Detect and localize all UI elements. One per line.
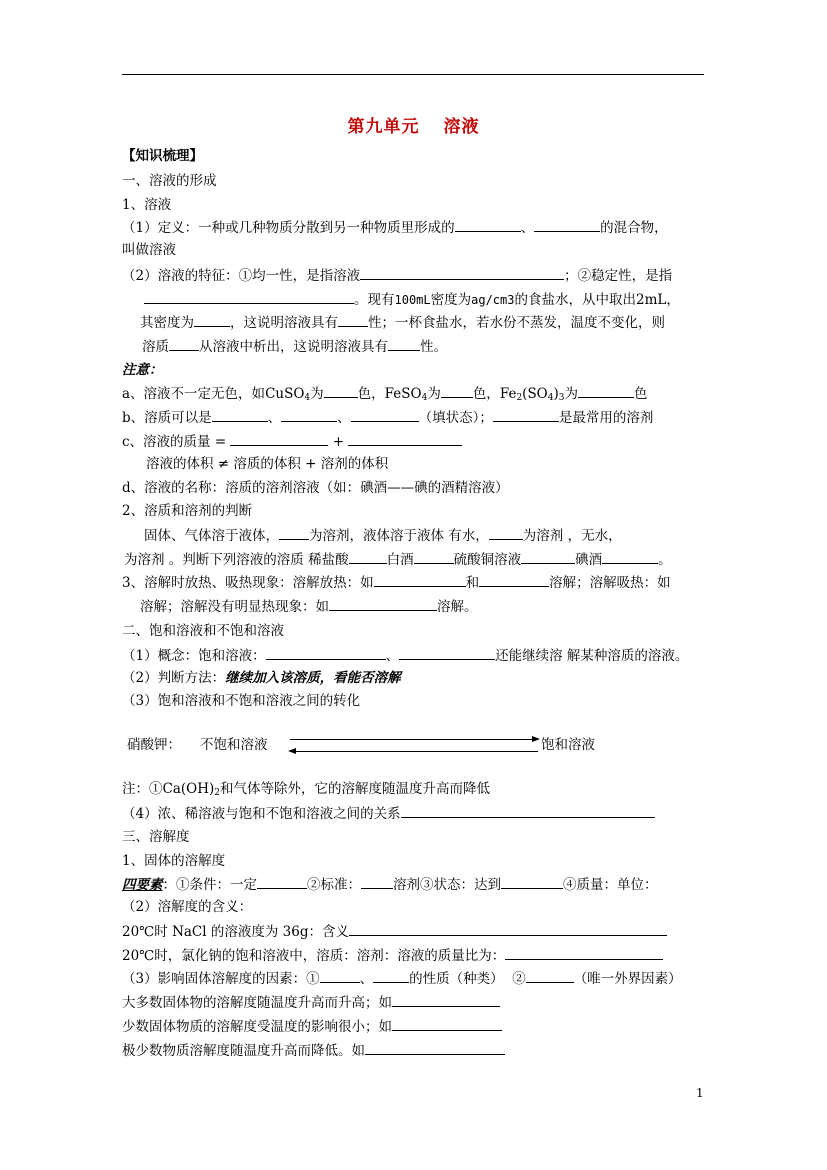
header-rule [122,74,704,75]
ratio-line: 20℃时，氯化钠的饱和溶液中，溶质：溶剂：溶液的质量比为： [122,945,663,966]
feature-line-4: 溶质 从溶液中析出，这说明溶液具有 性。 [142,336,447,357]
arrow-right-icon [290,739,538,740]
kno3-label: 硝酸钾： [127,737,181,753]
note-label: 注意： [122,362,163,378]
judge-line-2: 为溶剂 。判断下列溶液的溶质 稀盐酸 白酒 硫酸铜溶液 碘酒 。 [124,549,672,570]
meaning-line: （2）溶解度的含义： [122,899,253,915]
factors-line: （3）影响固体溶解度的因素：① 、 的性质（种类） ② （唯一外界因素） [122,968,682,989]
feature-line-3: 其密度为 ，这说明溶液具有 性；一杯食盐水，若水份不蒸发，温度不变化，则 [140,312,665,333]
page-title: 第九单元 溶液 [347,117,480,137]
page-number: 1 [696,1086,704,1100]
note-a: a、溶液不一定无色，如CuSO$_4$为 色，FeSO$_4$为 色，$Fe_2(SO_4)_3$为 色 [122,383,648,404]
method-line: （2）判断方法：继续加入该溶质，看能否溶解 [122,670,401,686]
relation-line: （4）浓、稀溶液与饱和不饱和溶液之间的关系 [122,803,655,824]
saturated-label: 饱和溶液 [541,737,595,753]
arrow-left-icon [290,751,538,752]
heat-line-2: 溶解；溶解没有明显热现象：如 溶解。 [140,596,478,617]
definition-line: （1）定义：一种或几种物质分散到另一种物质里形成的 、 的混合物， [122,217,668,238]
note-c: c、溶液的质量 = + [122,431,462,452]
heading-1: 一、溶液的形成 [122,173,217,189]
note-c-2: 溶液的体积 ≠ 溶质的体积 + 溶剂的体积 [146,456,389,472]
elements-line: 四要素：①条件：一定 ②标准： 溶剂③状态：达到 ④质量：单位： [122,874,658,895]
section-label: 【知识梳理】 [122,148,203,164]
concept-line: （1）概念：饱和溶液： 、 还能继续溶 解某种溶质的溶液。 [122,645,688,666]
definition-line-2: 叫做溶液 [122,242,176,258]
most-solids-line: 大多数固体物的溶解度随温度升高而升高；如 [122,992,500,1013]
heat-line-1: 3、溶解时放热、吸热现象：溶解放热：如 和 溶解；溶解吸热：如 [122,572,671,593]
subheading-1-1: 1、溶液 [122,197,172,213]
note-b: b、溶质可以是 、 、 （填状态）； 是最常用的溶剂 [122,407,653,428]
conversion-line: （3）饱和溶液和不饱和溶液之间的转化 [122,693,361,709]
rare-solids-line: 极少数物质溶解度随温度升高而降低。如 [122,1040,505,1061]
unsaturated-label: 不饱和溶液 [200,737,268,753]
heading-3: 三、溶解度 [122,829,190,845]
meaning-line-2: 20℃时 NaCl 的溶液度为 36g：含义 [122,921,667,942]
subheading-1-2: 2、溶质和溶剂的判断 [122,503,253,519]
feature-line: （2）溶液的特征：①均一性，是指溶液 ；②稳定性，是指 [122,265,672,286]
note-d: d、溶液的名称：溶质的溶剂溶液（如：碘酒——碘的酒精溶液） [122,480,509,496]
heading-2: 二、饱和溶液和不饱和溶液 [122,623,284,639]
judge-line-1: 固体、气体溶于液体， 为溶剂，液体溶于液体 有水， 为溶剂 ，无水， [144,525,622,546]
few-solids-line: 少数固体物质的溶解度受温度的影响很小；如 [122,1016,502,1037]
subheading-3-1: 1、固体的溶解度 [122,853,226,869]
remark-line: 注：$①Ca(OH)_2$和气体等除外，它的溶解度随温度升高而降低 [122,781,490,798]
feature-line-2: 。现有100mL密度为ag/cm3的食盐水，从中取出2mL， [144,289,680,310]
